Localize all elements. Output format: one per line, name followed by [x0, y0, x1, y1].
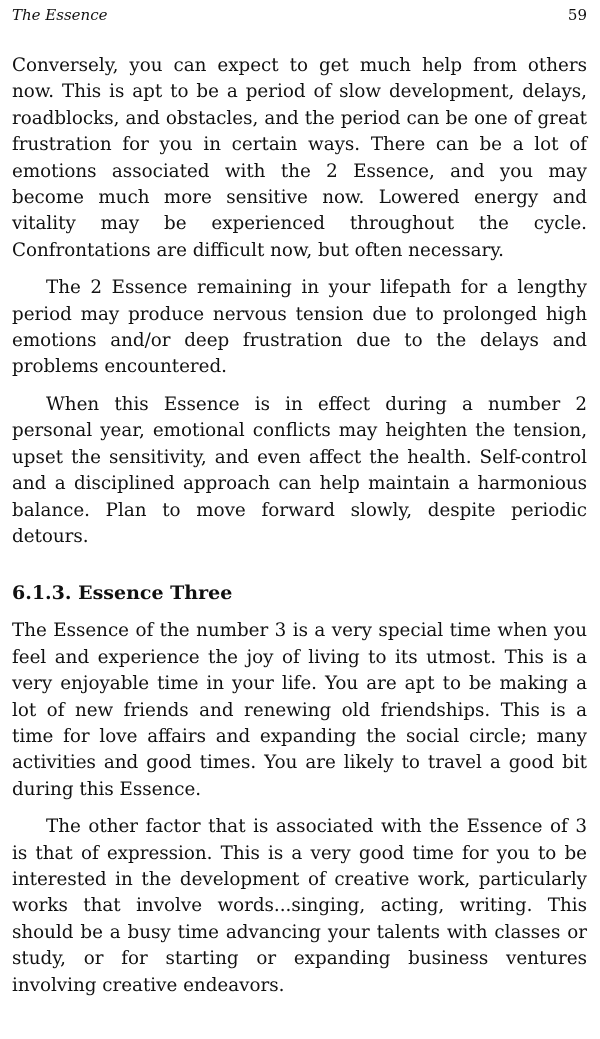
page-body — [12, 53, 587, 1010]
page-number: 59 — [567, 6, 587, 24]
running-head: The Essence — [12, 6, 108, 24]
paragraph: When this Essence is in effect during a number 2 personal year, emotional conflicts may heighten the tension, upset the sensitivity, and even affect the health. Self-control and a disciplined approach can help maintain a harmonious balance. Plan to move forward slowly, despite periodic detours. — [12, 393, 587, 547]
paragraph: The 2 Essence remaining in your lifepath for a lengthy period may produce nervous tension due to prolonged high emotions and/or deep frustration due to the delays and problems encountered. — [12, 277, 587, 378]
paragraph: The other factor that is associated with the Essence of 3 is that of expression. This is a very good time for you to be interested in the development of creative work, particularly works that involve words...singing, acting, writing. This should be a busy time advancing your talents with classes or study, or for starting or expanding business ventures involving creative endeavors. — [12, 816, 587, 996]
section-heading: 6.1.3. Essence Three — [12, 582, 233, 605]
page-header — [12, 6, 587, 28]
paragraph: The Essence of the number 3 is a very special time when you feel and experience the joy of living to its utmost. This is a very enjoyable time in your life. You are apt to be making a lot of new friends and renewing old friendships. This is a time for love affairs and expanding the social circle; many activities and good times. You are likely to travel a good bit during this Essence. — [12, 620, 587, 800]
paragraph: Conversely, you can expect to get much help from others now. This is apt to be a period of slow development, delays, roadblocks, and obstacles, and the period can be one of great frustration for you in certain ways. There can be a lot of emotions associated with the 2 Essence, and you may become much more sensitive now. Lowered energy and vitality may be experienced throughout the cycle. Confrontations are difficult now, but often necessary. — [12, 55, 587, 261]
